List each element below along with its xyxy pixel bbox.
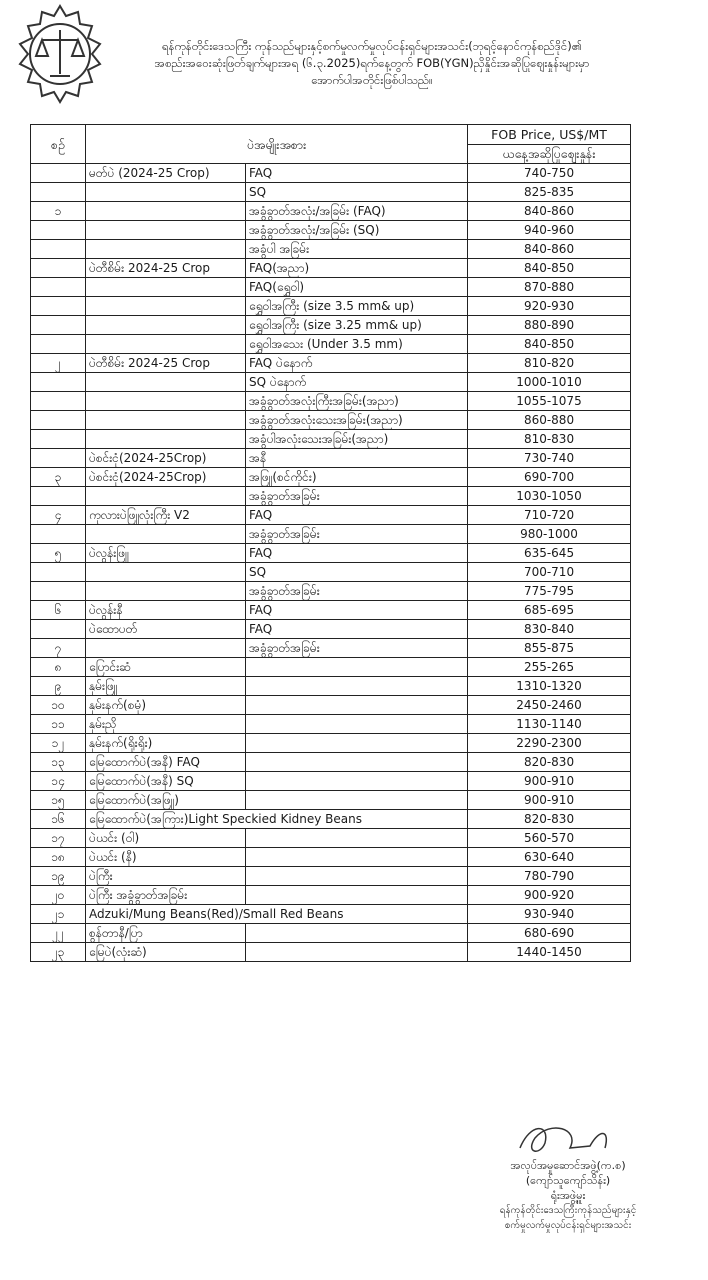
table-row — [31, 715, 631, 734]
row-item-name — [86, 202, 246, 221]
row-grade — [246, 886, 468, 905]
row-item-name — [86, 183, 246, 202]
row-grade: အခွံခွာတ်အခြမ်း — [246, 582, 468, 601]
signature-line-4: ရန်ကုန်တိုင်းဒေသကြီးကုန်သည်များနှင့် — [499, 1205, 637, 1216]
table-row — [31, 582, 631, 601]
row-price: 1055-1075 — [468, 392, 631, 411]
row-no: ၁၀ — [31, 696, 86, 715]
row-price: 1030-1050 — [468, 487, 631, 506]
row-grade: FAQ — [246, 164, 468, 183]
row-grade: အခွံခွာတ်အခြမ်း — [246, 525, 468, 544]
row-price: 1000-1010 — [468, 373, 631, 392]
row-price: 690-700 — [468, 468, 631, 487]
row-grade — [246, 658, 468, 677]
row-price: 900-910 — [468, 772, 631, 791]
row-item-name — [86, 487, 246, 506]
row-item-name: ပဲကြီး — [86, 867, 246, 886]
row-item-name: မြေထောက်ပဲ(အကြား)Light Speckied Kidney Beans — [86, 810, 468, 829]
row-no: ၅ — [31, 544, 86, 563]
row-item-name: နှမ်းနက်(ရိုးရိုး) — [86, 734, 246, 753]
row-item-name: မြေထောက်ပဲ(အနီ) SQ — [86, 772, 246, 791]
row-no: ၁၂ — [31, 734, 86, 753]
row-item-name — [86, 563, 246, 582]
table-row — [31, 221, 631, 240]
table-row — [31, 316, 631, 335]
table-row — [31, 620, 631, 639]
row-no: ၂ — [31, 354, 86, 373]
table-row — [31, 677, 631, 696]
row-item-name: ကုလားပဲဖြူလုံးကြီး V2 — [86, 506, 246, 525]
table-row — [31, 183, 631, 202]
row-grade: အခွံခွာတ်အခြမ်း — [246, 487, 468, 506]
row-price: 255-265 — [468, 658, 631, 677]
table-row — [31, 544, 631, 563]
row-no — [31, 183, 86, 202]
table-row — [31, 297, 631, 316]
row-grade: FAQ — [246, 601, 468, 620]
table-row — [31, 639, 631, 658]
signature-scribble — [510, 1118, 620, 1158]
row-no — [31, 164, 86, 183]
table-row — [31, 335, 631, 354]
row-no — [31, 278, 86, 297]
row-price: 825-835 — [468, 183, 631, 202]
row-item-name: မြေထောက်ပဲ(အဖြူ) — [86, 791, 246, 810]
row-item-name — [86, 525, 246, 544]
table-row — [31, 905, 631, 924]
row-price: 820-830 — [468, 810, 631, 829]
row-price: 810-830 — [468, 430, 631, 449]
row-price: 680-690 — [468, 924, 631, 943]
row-item-name: မြေပဲ(လုံးဆံ) — [86, 943, 246, 962]
row-no: ၁၄ — [31, 772, 86, 791]
row-item-name: ပဲလွန်းနီ — [86, 601, 246, 620]
table-row — [31, 525, 631, 544]
row-price: 860-880 — [468, 411, 631, 430]
header-line-3: အောက်ပါအတိုင်းဖြစ်ပါသည်။ — [311, 73, 433, 87]
table-row — [31, 696, 631, 715]
row-grade: အခွံပါအလုံးသေးအခြမ်း(အညာ) — [246, 430, 468, 449]
row-item-name — [86, 639, 246, 658]
row-price: 880-890 — [468, 316, 631, 335]
signature-line-3: ရုံးအဖွဲ့မှူး — [550, 1189, 586, 1202]
row-item-name: ပဲစင်းငုံ(2024-25Crop) — [86, 449, 246, 468]
row-grade: SQ — [246, 183, 468, 202]
row-no — [31, 392, 86, 411]
row-grade: SQ ပဲနောက် — [246, 373, 468, 392]
row-item-name — [86, 335, 246, 354]
table-row — [31, 810, 631, 829]
row-no: ၈ — [31, 658, 86, 677]
row-grade — [246, 791, 468, 810]
row-no: ၁၉ — [31, 867, 86, 886]
row-price: 775-795 — [468, 582, 631, 601]
row-price: 820-830 — [468, 753, 631, 772]
row-item-name: Adzuki/Mung Beans(Red)/Small Red Beans — [86, 905, 468, 924]
signature-line-2: (ကျော်သူကျော်သိန်း) — [525, 1174, 611, 1187]
row-no — [31, 373, 86, 392]
document-header — [92, 38, 652, 89]
row-no: ၄ — [31, 506, 86, 525]
col-header-no: စဉ် — [31, 125, 86, 164]
row-grade — [246, 848, 468, 867]
row-item-name — [86, 297, 246, 316]
row-grade: အခွံခွာတ်အလုံး/အခြမ်း (SQ) — [246, 221, 468, 240]
row-grade: FAQ — [246, 620, 468, 639]
table-row — [31, 924, 631, 943]
row-no — [31, 487, 86, 506]
row-grade: FAQ — [246, 506, 468, 525]
row-no — [31, 449, 86, 468]
table-row — [31, 886, 631, 905]
row-price: 840-850 — [468, 335, 631, 354]
row-price: 840-850 — [468, 259, 631, 278]
row-price: 920-930 — [468, 297, 631, 316]
row-price: 980-1000 — [468, 525, 631, 544]
row-item-name: ပြောင်းဆံ — [86, 658, 246, 677]
row-item-name: ပဲတီစိမ်း 2024-25 Crop — [86, 259, 246, 278]
row-no — [31, 563, 86, 582]
row-grade: ရွှေဝါအကြီး (size 3.25 mm& up) — [246, 316, 468, 335]
row-no: ၁၃ — [31, 753, 86, 772]
table-row — [31, 506, 631, 525]
row-grade — [246, 924, 468, 943]
row-grade — [246, 677, 468, 696]
row-item-name: နှမ်းနက်(စမုံ) — [86, 696, 246, 715]
row-price: 900-910 — [468, 791, 631, 810]
row-no — [31, 335, 86, 354]
row-item-name: ပဲစင်းငုံ(2024-25Crop) — [86, 468, 246, 487]
row-price: 840-860 — [468, 240, 631, 259]
row-no: ၁ — [31, 202, 86, 221]
row-item-name: စွန်တာနီ/ပြာ — [86, 924, 246, 943]
table-header-row — [31, 125, 631, 145]
row-grade: FAQ(ရွှေဝါ) — [246, 278, 468, 297]
row-grade: FAQ(အညာ) — [246, 259, 468, 278]
row-item-name: မြေထောက်ပဲ(အနီ) FAQ — [86, 753, 246, 772]
row-price: 900-920 — [468, 886, 631, 905]
table-row — [31, 734, 631, 753]
row-grade — [246, 734, 468, 753]
table-row — [31, 373, 631, 392]
row-grade: ရွှေဝါအကြီး (size 3.5 mm& up) — [246, 297, 468, 316]
row-item-name: ပဲလွန်းဖြူ — [86, 544, 246, 563]
row-grade — [246, 867, 468, 886]
row-grade — [246, 715, 468, 734]
row-item-name: ပဲယင်း (နီ) — [86, 848, 246, 867]
row-no: ၁၇ — [31, 829, 86, 848]
row-grade — [246, 829, 468, 848]
row-no — [31, 620, 86, 639]
table-row — [31, 563, 631, 582]
table-row — [31, 354, 631, 373]
row-no — [31, 430, 86, 449]
row-price: 810-820 — [468, 354, 631, 373]
table-body — [31, 164, 631, 962]
row-price: 940-960 — [468, 221, 631, 240]
row-no: ၉ — [31, 677, 86, 696]
row-item-name — [86, 278, 246, 297]
row-no — [31, 297, 86, 316]
row-grade — [246, 772, 468, 791]
row-no: ၂၀ — [31, 886, 86, 905]
row-price: 730-740 — [468, 449, 631, 468]
row-price: 710-720 — [468, 506, 631, 525]
row-item-name: ပဲထောပတ် — [86, 620, 246, 639]
table-row — [31, 658, 631, 677]
row-grade: FAQ — [246, 544, 468, 563]
row-price: 740-750 — [468, 164, 631, 183]
row-no: ၇ — [31, 639, 86, 658]
row-no — [31, 582, 86, 601]
row-item-name: မတ်ပဲ (2024-25 Crop) — [86, 164, 246, 183]
row-price: 930-940 — [468, 905, 631, 924]
table-row — [31, 449, 631, 468]
signature-line-1: အလုပ်အမှုဆောင်အဖွဲ့(က.စ) — [510, 1159, 626, 1172]
table-row — [31, 278, 631, 297]
row-grade: အခွံပါ အခြမ်း — [246, 240, 468, 259]
row-price: 840-860 — [468, 202, 631, 221]
row-item-name: ပဲတီစိမ်း 2024-25 Crop — [86, 354, 246, 373]
row-grade: ရွှေဝါအသေး (Under 3.5 mm) — [246, 335, 468, 354]
row-price: 560-570 — [468, 829, 631, 848]
row-price: 630-640 — [468, 848, 631, 867]
table-row — [31, 430, 631, 449]
row-item-name — [86, 392, 246, 411]
table-row — [31, 943, 631, 962]
row-price: 685-695 — [468, 601, 631, 620]
signature-line-5: စက်မှုလက်မှုလုပ်ငန်းရှင်များအသင်း — [504, 1220, 632, 1231]
row-price: 635-645 — [468, 544, 631, 563]
row-item-name — [86, 316, 246, 335]
row-item-name: ပဲကြီး အခွံခွာတ်အခြမ်း — [86, 886, 246, 905]
row-price: 870-880 — [468, 278, 631, 297]
row-grade: SQ — [246, 563, 468, 582]
row-price: 1310-1320 — [468, 677, 631, 696]
col-header-item: ပဲအမျိုးအစား — [86, 125, 468, 164]
row-no: ၂၂ — [31, 924, 86, 943]
table-row — [31, 867, 631, 886]
row-price: 855-875 — [468, 639, 631, 658]
row-no: ၆ — [31, 601, 86, 620]
row-grade: အခွံခွာတ်အခြမ်း — [246, 639, 468, 658]
row-item-name — [86, 373, 246, 392]
row-item-name — [86, 430, 246, 449]
row-no — [31, 316, 86, 335]
row-grade: အခွံခွာတ်အလုံးကြီးအခြမ်း(အညာ) — [246, 392, 468, 411]
row-grade — [246, 696, 468, 715]
table-row — [31, 791, 631, 810]
row-price: 2290-2300 — [468, 734, 631, 753]
row-price: 700-710 — [468, 563, 631, 582]
row-grade: FAQ ပဲနောက် — [246, 354, 468, 373]
row-price: 2450-2460 — [468, 696, 631, 715]
table-row — [31, 848, 631, 867]
row-item-name: နှမ်းဖြူ — [86, 677, 246, 696]
row-item-name — [86, 582, 246, 601]
row-no: ၁၅ — [31, 791, 86, 810]
table-row — [31, 164, 631, 183]
row-no: ၁၈ — [31, 848, 86, 867]
table-row — [31, 468, 631, 487]
col-header-fob: FOB Price, US$/MT — [468, 125, 631, 145]
header-line-2: အစည်းအဝေးဆုံးဖြတ်ချက်များအရ (၆.၃.2025)ရက်နေ့တွက် FOB(YGN)ညှိနှိုင်းအဆိုပြုဈေးနှုန်းများမှာ — [154, 56, 590, 70]
col-header-sub: ယနေ့အဆိုပြုဈေးနှုန်း — [468, 144, 631, 164]
row-grade: အခွံခွာတ်အလုံး/အခြမ်း (FAQ) — [246, 202, 468, 221]
row-no: ၁၁ — [31, 715, 86, 734]
row-price: 780-790 — [468, 867, 631, 886]
table-row — [31, 411, 631, 430]
table-row — [31, 753, 631, 772]
table-row — [31, 487, 631, 506]
table-row — [31, 601, 631, 620]
row-price: 830-840 — [468, 620, 631, 639]
header-line-1: ရန်ကုန်တိုင်းဒေသကြီး ကုန်သည်များနှင့်စက်မှုလက်မှုလုပ်ငန်းရှင်များအသင်း(ဘုရင့်နောင်ကုန်စည်ဒိုင်)၏ — [162, 39, 582, 53]
table-row — [31, 392, 631, 411]
row-item-name — [86, 411, 246, 430]
row-item-name — [86, 240, 246, 259]
signature-block — [468, 1158, 668, 1233]
table-row — [31, 772, 631, 791]
row-item-name: ပဲယင်း (ဝါ) — [86, 829, 246, 848]
row-grade: အခွံခွာတ်အလုံးသေးအခြမ်း(အညာ) — [246, 411, 468, 430]
row-grade — [246, 943, 468, 962]
row-no: ၂၃ — [31, 943, 86, 962]
table-row — [31, 829, 631, 848]
row-no: ၂၁ — [31, 905, 86, 924]
row-grade — [246, 753, 468, 772]
row-no — [31, 240, 86, 259]
row-no — [31, 259, 86, 278]
row-price: 1440-1450 — [468, 943, 631, 962]
row-item-name — [86, 221, 246, 240]
table-row — [31, 202, 631, 221]
row-grade: အနီ — [246, 449, 468, 468]
row-no — [31, 525, 86, 544]
price-table — [30, 124, 631, 962]
row-price: 1130-1140 — [468, 715, 631, 734]
row-no — [31, 221, 86, 240]
row-grade: အဖြူ(စင်ကိုင်း) — [246, 468, 468, 487]
row-no: ၁၆ — [31, 810, 86, 829]
row-no: ၃ — [31, 468, 86, 487]
table-row — [31, 240, 631, 259]
row-no — [31, 411, 86, 430]
row-item-name: နှမ်းညို — [86, 715, 246, 734]
table-row — [31, 259, 631, 278]
